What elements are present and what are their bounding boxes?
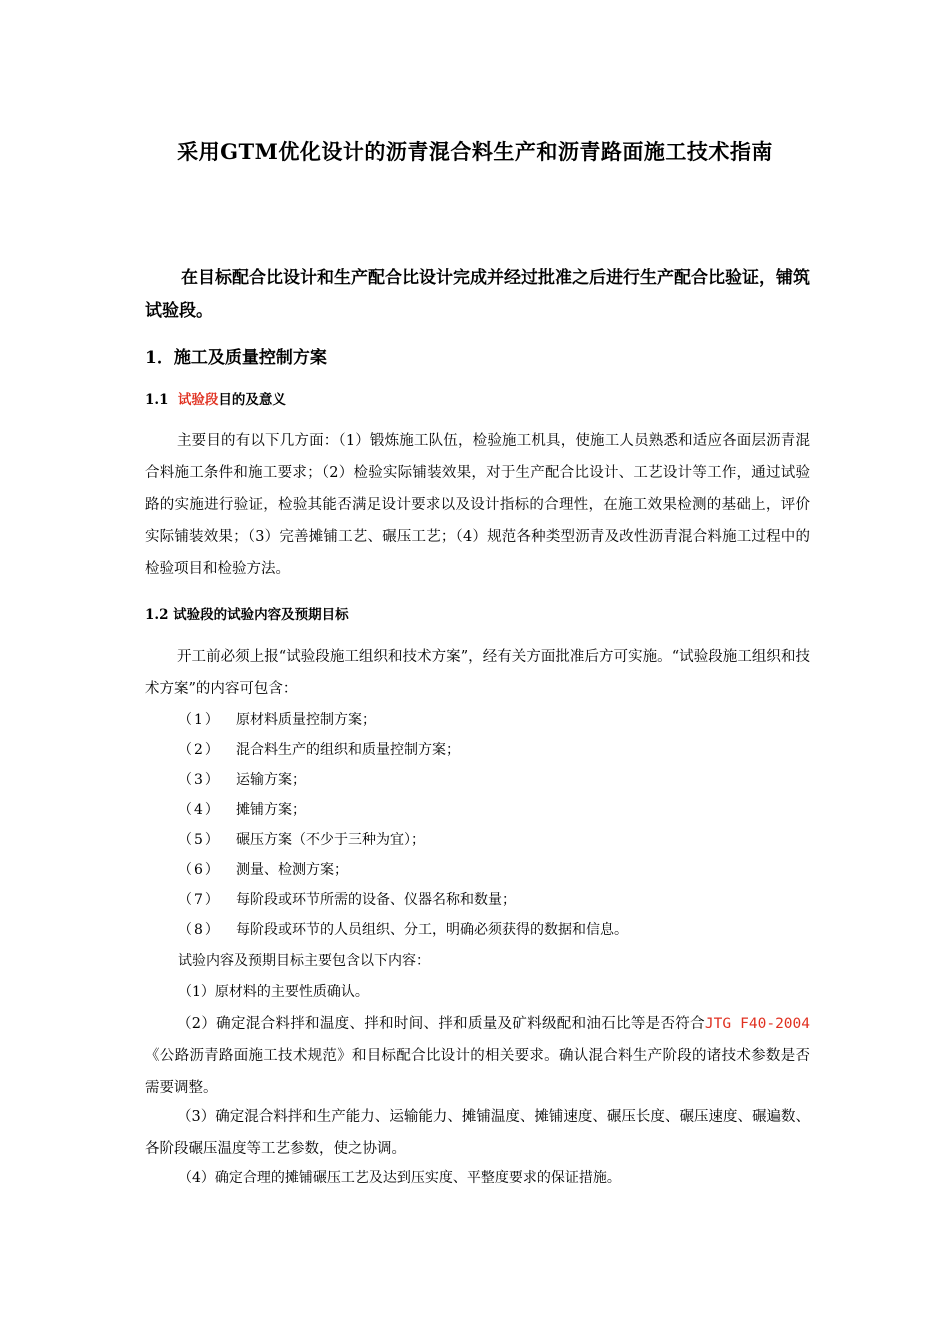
list-item-number: （3） <box>178 772 221 788</box>
section-1-1-title-rest: 目的及意义 <box>218 392 286 408</box>
list-item-number: （7） <box>178 892 221 908</box>
goal-4: （4）确定合理的摊铺碾压工艺及达到压实度、平整度要求的保证措施。 <box>178 1170 621 1186</box>
goal-2-text-a: （2）确定混合料拌和温度、拌和时间、拌和质量及矿料级配和油石比等是否符合 <box>177 1016 705 1032</box>
list-item-number: （8） <box>178 922 221 938</box>
section-1-2-paragraph: 开工前必须上报“试验段施工组织和技术方案”，经有关方面批准后方可实施。“试验段施工组织和技术方案”的内容可包含： <box>145 649 810 697</box>
list-item-text: 每阶段或环节所需的设备、仪器名称和数量； <box>236 892 516 908</box>
list-item-number: （4） <box>178 802 221 818</box>
goal-2-text-b: 《公路沥青路面施工技术规范》和目标配合比设计的相关要求。确认混合料生产阶段的诸技术参数是否需要调整。 <box>145 1048 810 1096</box>
list-item-text: 运输方案； <box>236 772 306 788</box>
page-title: 采用GTM优化设计的沥青混合料生产和沥青路面施工技术指南 <box>177 139 773 164</box>
standard-code: JTG F40-2004 <box>704 1016 810 1032</box>
list-item-text: 碾压方案（不少于三种为宜）； <box>236 832 425 848</box>
section-1-1-paragraph: 主要目的有以下几方面：（1）锻炼施工队伍，检验施工机具，使施工人员熟悉和适应各面层沥青混合料施工条件和施工要求；（2）检验实际铺装效果，对于生产配合比设计、工艺设计等工作，通过试验路的实施进行验证，检验其能否满足设计要求以及设计指标的合理性，在施工效果检测的基础上，评价实际铺装效果；（3）完善摊铺工艺、碾压工艺；（4）规范各种类型沥青及改性沥青混合料施工过程中的检验项目和检验方法。 <box>145 433 810 577</box>
list-item-text: 原材料质量控制方案； <box>236 712 376 728</box>
list-item <box>178 825 425 855</box>
list-item <box>178 855 348 885</box>
list-item-text: 混合料生产的组织和质量控制方案； <box>236 742 460 758</box>
section-1-1-number: 1.1 <box>145 392 169 408</box>
list-item <box>178 735 460 765</box>
list-item <box>178 885 516 915</box>
list-item <box>178 795 306 825</box>
list-item <box>178 765 306 795</box>
list-item-text: 测量、检测方案； <box>236 862 348 878</box>
list-item-number: （2） <box>178 742 221 758</box>
section-1-1-highlight: 试验段 <box>177 392 219 408</box>
goals-intro: 试验内容及预期目标主要包含以下内容： <box>178 953 430 969</box>
list-item-number: （5） <box>178 832 221 848</box>
list-item <box>178 915 628 945</box>
goal-1: （1）原材料的主要性质确认。 <box>178 984 369 1000</box>
list-item-text: 每阶段或环节的人员组织、分工，明确必须获得的数据和信息。 <box>236 922 628 938</box>
section-1-heading: 1．施工及质量控制方案 <box>145 348 327 368</box>
section-1-2-heading: 1.2 试验段的试验内容及预期目标 <box>145 607 349 623</box>
section-1-1-heading <box>145 388 286 408</box>
list-item-text: 摊铺方案； <box>236 802 306 818</box>
list-item-number: （1） <box>178 712 221 728</box>
goal-2 <box>145 1008 810 1104</box>
intro-paragraph: 在目标配合比设计和生产配合比设计完成并经过批准之后进行生产配合比验证，铺筑试验段。 <box>145 268 810 321</box>
goal-3: （3）确定混合料拌和生产能力、运输能力、摊铺温度、摊铺速度、碾压长度、碾压速度、碾遍数、各阶段碾压温度等工艺参数，使之协调。 <box>145 1109 810 1157</box>
list-item <box>178 705 376 735</box>
list-item-number: （6） <box>178 862 221 878</box>
